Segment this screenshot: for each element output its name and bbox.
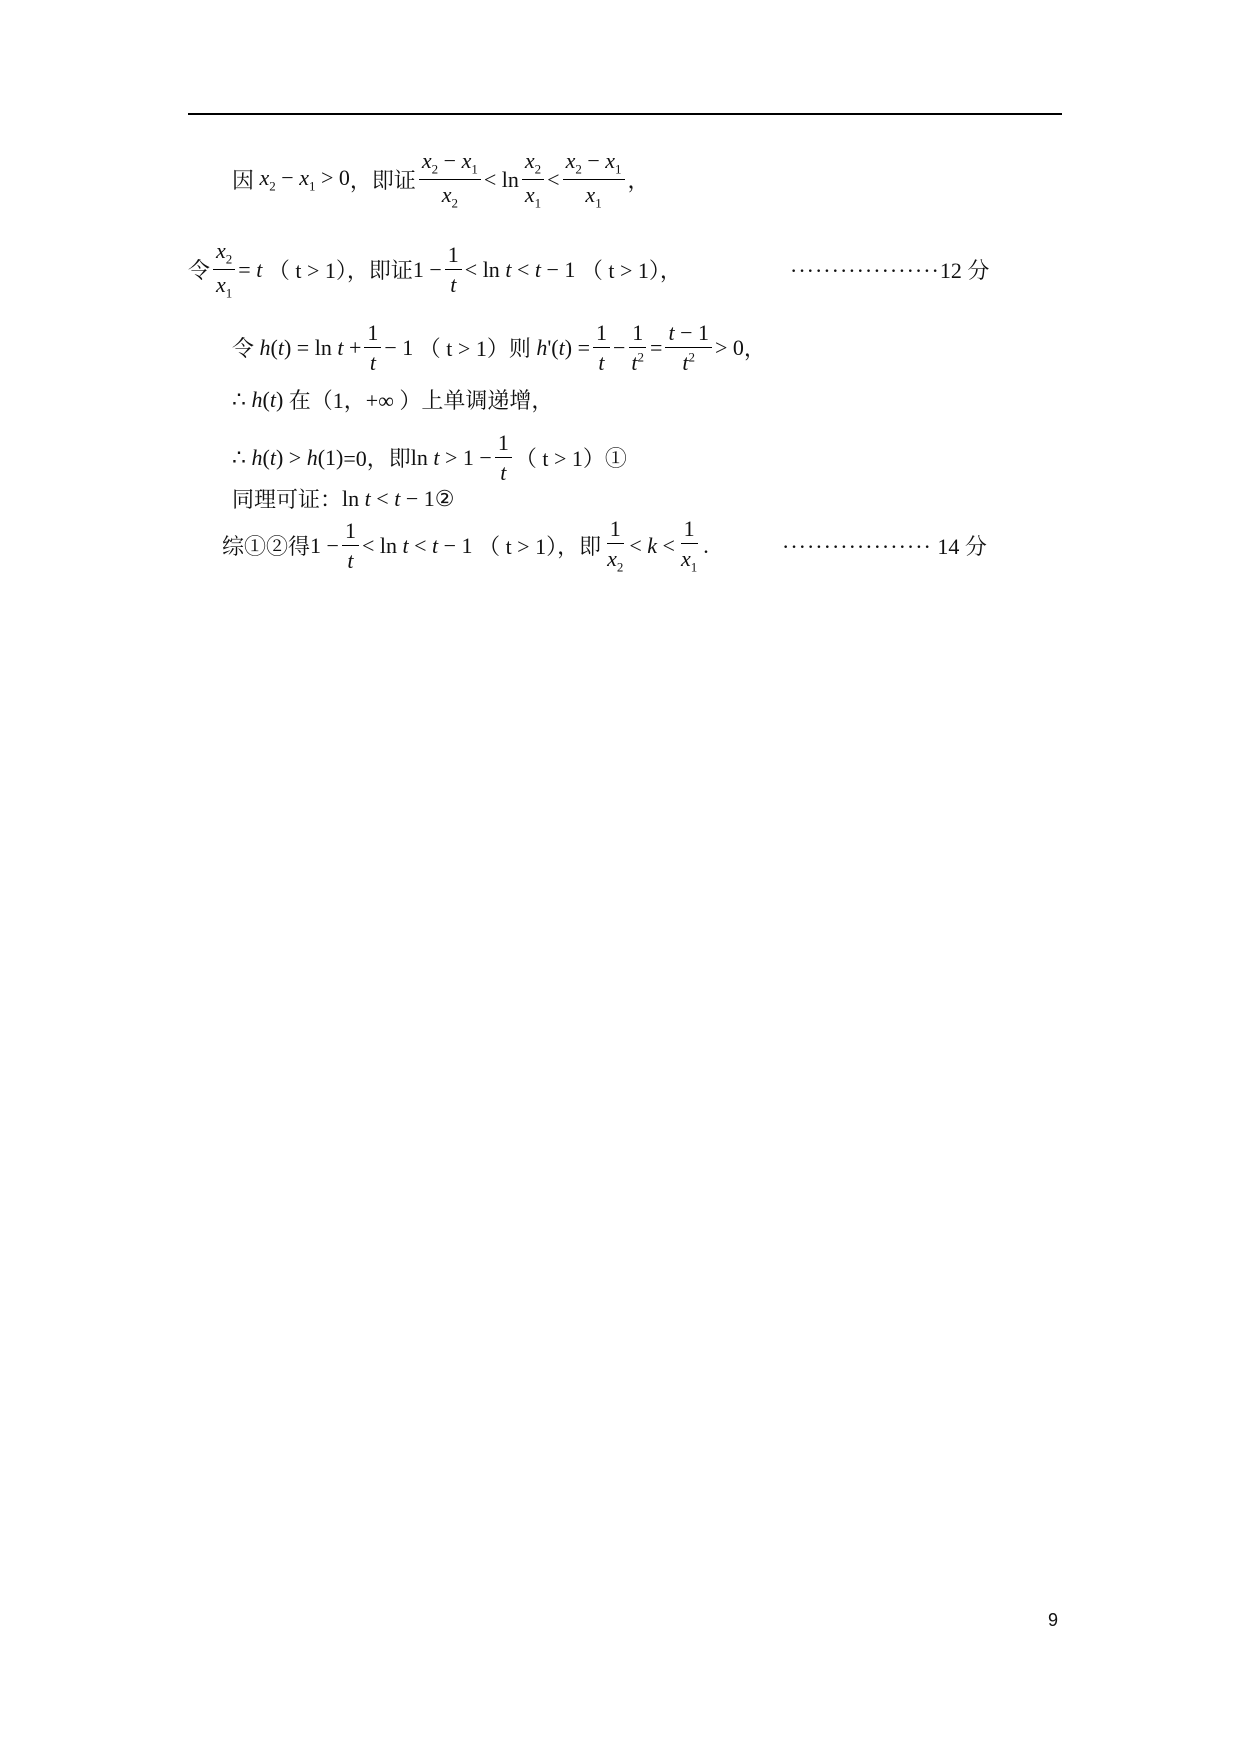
fraction: $\frac{1}{t^2}$ <box>628 320 647 376</box>
fraction: $\frac{x_2 - x_1}{x_2}$ <box>419 148 481 212</box>
line1-prefix: 因 <box>232 168 255 194</box>
proof-line-1 <box>232 148 650 212</box>
fraction: $\frac{1}{t}$ <box>364 320 381 376</box>
math-expr: = <box>650 334 663 360</box>
line3-tail: ， <box>743 336 766 362</box>
line3-prefix: 令 <box>232 336 255 362</box>
line7-prefix: 综①②得 <box>222 534 311 560</box>
line3-cond: （ t > 1）则 <box>418 336 531 362</box>
line6-tail: ② <box>434 485 455 511</box>
fraction: $\frac{1}{t}$ <box>445 242 462 298</box>
line6-prefix: 同理可证： <box>232 487 343 512</box>
fraction: $\frac{1}{x_1}$ <box>680 516 698 575</box>
math-expr: < ln t < t − 1 <box>464 256 581 282</box>
line1-mid: ，即证 <box>349 168 416 194</box>
line2-prefix: 令 <box>188 258 211 284</box>
fraction: $\frac{1}{t}$ <box>593 320 610 376</box>
line5-mid: =0，即 <box>343 446 411 472</box>
fraction: $\frac{x_2 - x_1}{x_1}$ <box>563 148 625 212</box>
fraction: $\frac{x_2}{x_1}$ <box>213 238 235 302</box>
line5-prefix: ∴ <box>232 444 246 470</box>
proof-line-6 <box>232 483 454 514</box>
score-label: 14 分 <box>937 534 987 559</box>
line5-tail: （ t > 1）① <box>514 446 627 472</box>
math-expr: < ln t < t − 1 <box>361 532 479 558</box>
math-expr: = t <box>238 256 263 282</box>
math-expr: $x_2 - x_1 > 0$ <box>259 165 350 194</box>
math-expr: < <box>547 166 560 192</box>
proof-line-3 <box>232 320 766 376</box>
line4-text: 在（1，+∞ ）上单调递增， <box>288 388 554 413</box>
fraction: $\frac{t - 1}{t^2}$ <box>665 320 712 376</box>
fraction: $\frac{1}{t}$ <box>342 518 359 574</box>
fraction: $\frac{1}{x_2}$ <box>607 516 624 575</box>
math-expr: ln t < t − 1 <box>342 485 435 511</box>
math-expr: h'(t) = <box>536 334 590 360</box>
line7-tail: . <box>703 532 709 558</box>
score-dots: ·················· <box>790 258 940 283</box>
line2-tail: （ t > 1）， <box>580 258 682 284</box>
fraction: $\frac{1}{t}$ <box>495 430 512 486</box>
math-expr: ln t > 1 − <box>410 444 492 470</box>
score-dots: ·················· <box>782 534 932 559</box>
proof-line-5 <box>232 430 627 486</box>
math-expr: − 1 <box>384 334 419 360</box>
math-expr: ∴ h(t) <box>232 386 289 412</box>
line2-cond: （ t > 1），即证 <box>267 258 413 284</box>
page-number: 9 <box>1048 1610 1059 1630</box>
math-expr: − <box>612 334 626 360</box>
proof-line-2 <box>188 238 682 302</box>
proof-line-7 <box>222 516 709 576</box>
math-expr: h(t) = ln t + <box>259 334 362 360</box>
line1-tail: ， <box>627 168 650 194</box>
math-expr: h(t) > h(1) <box>251 444 344 470</box>
score-label: 12 分 <box>939 258 990 283</box>
math-expr: > 0 <box>715 334 744 360</box>
math-expr: < ln <box>483 166 519 192</box>
fraction: $\frac{x_2}{x_1}$ <box>522 148 544 212</box>
math-expr: 1 − <box>310 532 339 558</box>
line7-cond: （ t > 1），即 <box>478 534 602 560</box>
math-expr: 1 − <box>412 256 442 282</box>
math-expr: < k < <box>629 532 675 558</box>
score-14 <box>782 530 987 561</box>
proof-line-4 <box>232 384 553 415</box>
header-rule <box>188 113 1062 115</box>
score-12 <box>790 254 989 285</box>
